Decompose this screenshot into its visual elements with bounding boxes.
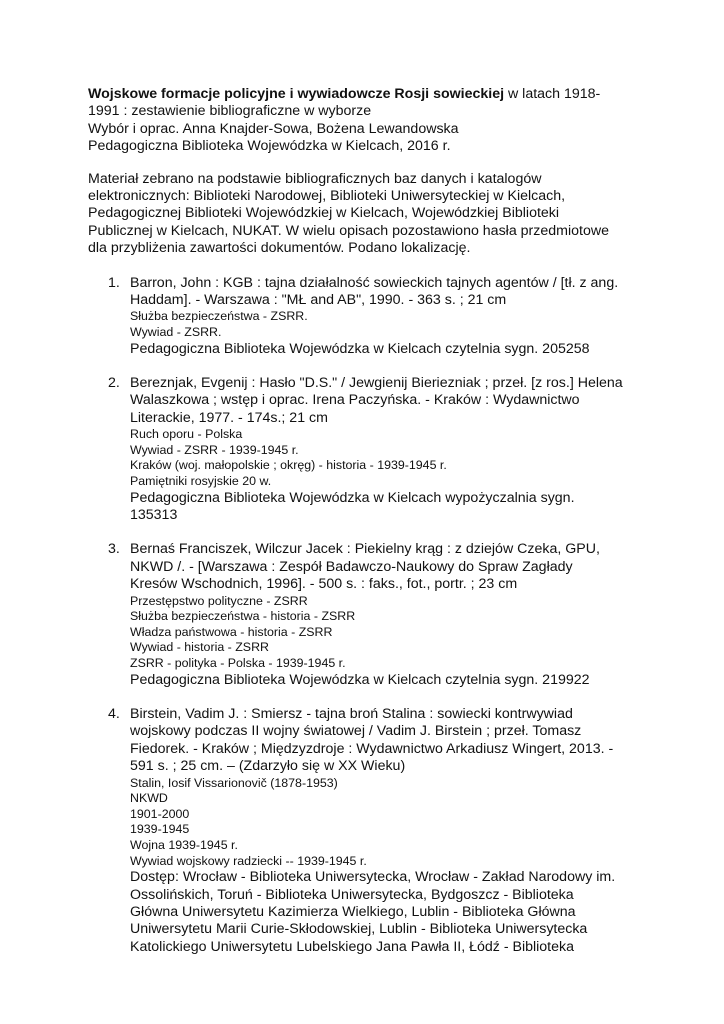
location-line: Uniwersytetu Marii Curie-Skłodowskiej, Lublin - Biblioteka Uniwersytecka	[130, 921, 588, 938]
subject-heading: ZSRR - polityka - Polska - 1939-1945 r.	[130, 656, 346, 671]
location-line: Katolickiego Uniwersytetu Lubelskiego Jana Pawła II, Łódź - Biblioteka	[130, 938, 574, 955]
entry-number: 2.	[108, 375, 120, 392]
entry-subjects	[130, 776, 648, 870]
location-line: Dostęp: Wrocław - Biblioteka Uniwersytecka, Wrocław - Zakład Narodowy im.	[130, 869, 616, 886]
entry-number: 3.	[108, 541, 120, 558]
entry-number: 4.	[108, 706, 120, 723]
document-page	[88, 86, 648, 973]
bibliography-entry	[88, 706, 648, 956]
subject-heading: Wojna 1939-1945 r.	[130, 838, 238, 853]
description-line: 591 s. ; 25 cm. – (Zdarzyło się w XX Wieku)	[130, 758, 406, 775]
subject-heading: 1901-2000	[130, 806, 190, 821]
subject-heading: Stalin, Iosif Vissarionovič (1878-1953)	[130, 775, 338, 790]
entry-description	[130, 541, 648, 593]
compilers-line: Wybór i oprac. Anna Knajder-Sowa, Bożena Lewandowska	[88, 120, 459, 137]
entry-subjects	[130, 309, 648, 340]
subject-heading: Władza państwowa - historia - ZSRR	[130, 624, 333, 639]
subject-heading: Ruch oporu - Polska	[130, 427, 243, 442]
entry-number: 1.	[108, 274, 120, 291]
title-continuation: w latach 1918-	[504, 86, 601, 102]
intro-line: elektronicznych: Biblioteki Narodowej, Biblioteki Uniwersyteckiej w Kielcach,	[88, 188, 566, 205]
description-line: Barron, John : KGB : tajna działalność sowieckich tajnych agentów / [tł. z ang.	[130, 274, 619, 291]
intro-line: Materiał zebrano na podstawie bibliograficznych baz danych i katalogów	[88, 170, 542, 187]
description-line: Literackie, 1977. - 174s.; 21 cm	[130, 409, 328, 426]
bibliography-entry	[88, 275, 648, 358]
description-line: Bernaś Franciszek, Wilczur Jacek : Piekielny krąg : z dziejów Czeka, GPU,	[130, 541, 600, 558]
entry-location	[130, 869, 648, 956]
subject-heading: Wywiad - historia - ZSRR	[130, 640, 269, 655]
document-header	[88, 86, 648, 156]
location-line: Pedagogiczna Biblioteka Wojewódzka w Kielcach czytelnia sygn. 219922	[130, 671, 590, 688]
subject-heading: Wywiad - ZSRR - 1939-1945 r.	[130, 442, 299, 457]
bibliography-list	[88, 275, 648, 957]
document-title: Wojskowe formacje policyjne i wywiadowcze Rosji sowieckiej	[88, 86, 505, 102]
description-line: wojskowy podczas II wojny światowej / Vadim J. Birstein ; przeł. Tomasz	[130, 723, 582, 740]
entry-subjects	[130, 594, 648, 672]
location-line: Pedagogiczna Biblioteka Wojewódzka w Kielcach czytelnia sygn. 205258	[130, 340, 590, 357]
intro-paragraph	[88, 171, 648, 258]
intro-line: Publicznej w Kielcach, NUKAT. W wielu opisach pozostawiono hasła przedmiotowe	[88, 222, 609, 239]
description-line: Kresów Wschodnich, 1996]. - 500 s. : faks., fot., portr. ; 23 cm	[130, 576, 518, 593]
location-line: Ossolińskich, Toruń - Biblioteka Uniwersytecka, Bydgoszcz - Biblioteka	[130, 886, 574, 903]
intro-line: Pedagogicznej Biblioteki Wojewódzkiej w Kielcach, Wojewódzkiej Biblioteki	[88, 205, 560, 222]
entry-subjects	[130, 427, 648, 489]
publisher-line: Pedagogiczna Biblioteka Wojewódzka w Kielcach, 2016 r.	[88, 138, 451, 155]
description-line: Bereznjak, Evgenij : Hasło "D.S." / Jewgienij Bieriezniak ; przeł. [z ros.] Helena	[130, 375, 623, 392]
intro-line: dla przybliżenia zawartości dokumentów. Podano lokalizację.	[88, 240, 471, 257]
description-line: Birstein, Vadim J. : Smiersz - tajna broń Stalina : sowiecki kontrwywiad	[130, 706, 573, 723]
title-line-1	[88, 86, 648, 103]
subject-heading: 1939-1945	[130, 822, 190, 837]
entry-location	[130, 341, 648, 358]
bibliography-entry	[88, 541, 648, 689]
subject-heading: Wywiad - ZSRR.	[130, 325, 222, 340]
location-line: Główna Uniwersytetu Kazimierza Wielkiego, Lublin - Biblioteka Główna	[130, 904, 576, 921]
description-line: NKWD /. - [Warszawa : Zespół Badawczo-Naukowy do Spraw Zagłady	[130, 558, 573, 575]
subject-heading: NKWD	[130, 791, 168, 806]
subject-heading: Kraków (woj. małopolskie ; okręg) - historia - 1939-1945 r.	[130, 458, 447, 473]
description-line: Haddam]. - Warszawa : "MŁ and AB", 1990. - 363 s. ; 21 cm	[130, 292, 507, 309]
subject-heading: Służba bezpieczeństwa - ZSRR.	[130, 309, 308, 324]
bibliography-entry	[88, 375, 648, 524]
subject-heading: Wywiad wojskowy radziecki -- 1939-1945 r.	[130, 853, 367, 868]
entry-description	[130, 706, 648, 776]
entry-description	[130, 375, 648, 427]
subject-heading: Przestępstwo polityczne - ZSRR	[130, 593, 308, 608]
title-line-2: 1991 : zestawienie bibliograficzne w wyborze	[88, 103, 372, 120]
description-line: Walaszkowa ; wstęp i oprac. Irena Paczyńska. - Kraków : Wydawnictwo	[130, 392, 580, 409]
entry-location	[130, 672, 648, 689]
entry-location	[130, 490, 648, 525]
location-line: Pedagogiczna Biblioteka Wojewódzka w Kielcach wypożyczalnia sygn.	[130, 489, 575, 506]
description-line: Fiedorek. - Kraków ; Międzyzdroje : Wydawnictwo Arkadiusz Wingert, 2013. -	[130, 740, 614, 757]
location-line: 135313	[130, 507, 178, 524]
subject-heading: Pamiętniki rosyjskie 20 w.	[130, 474, 272, 489]
subject-heading: Służba bezpieczeństwa - historia - ZSRR	[130, 609, 356, 624]
entry-description	[130, 275, 648, 310]
